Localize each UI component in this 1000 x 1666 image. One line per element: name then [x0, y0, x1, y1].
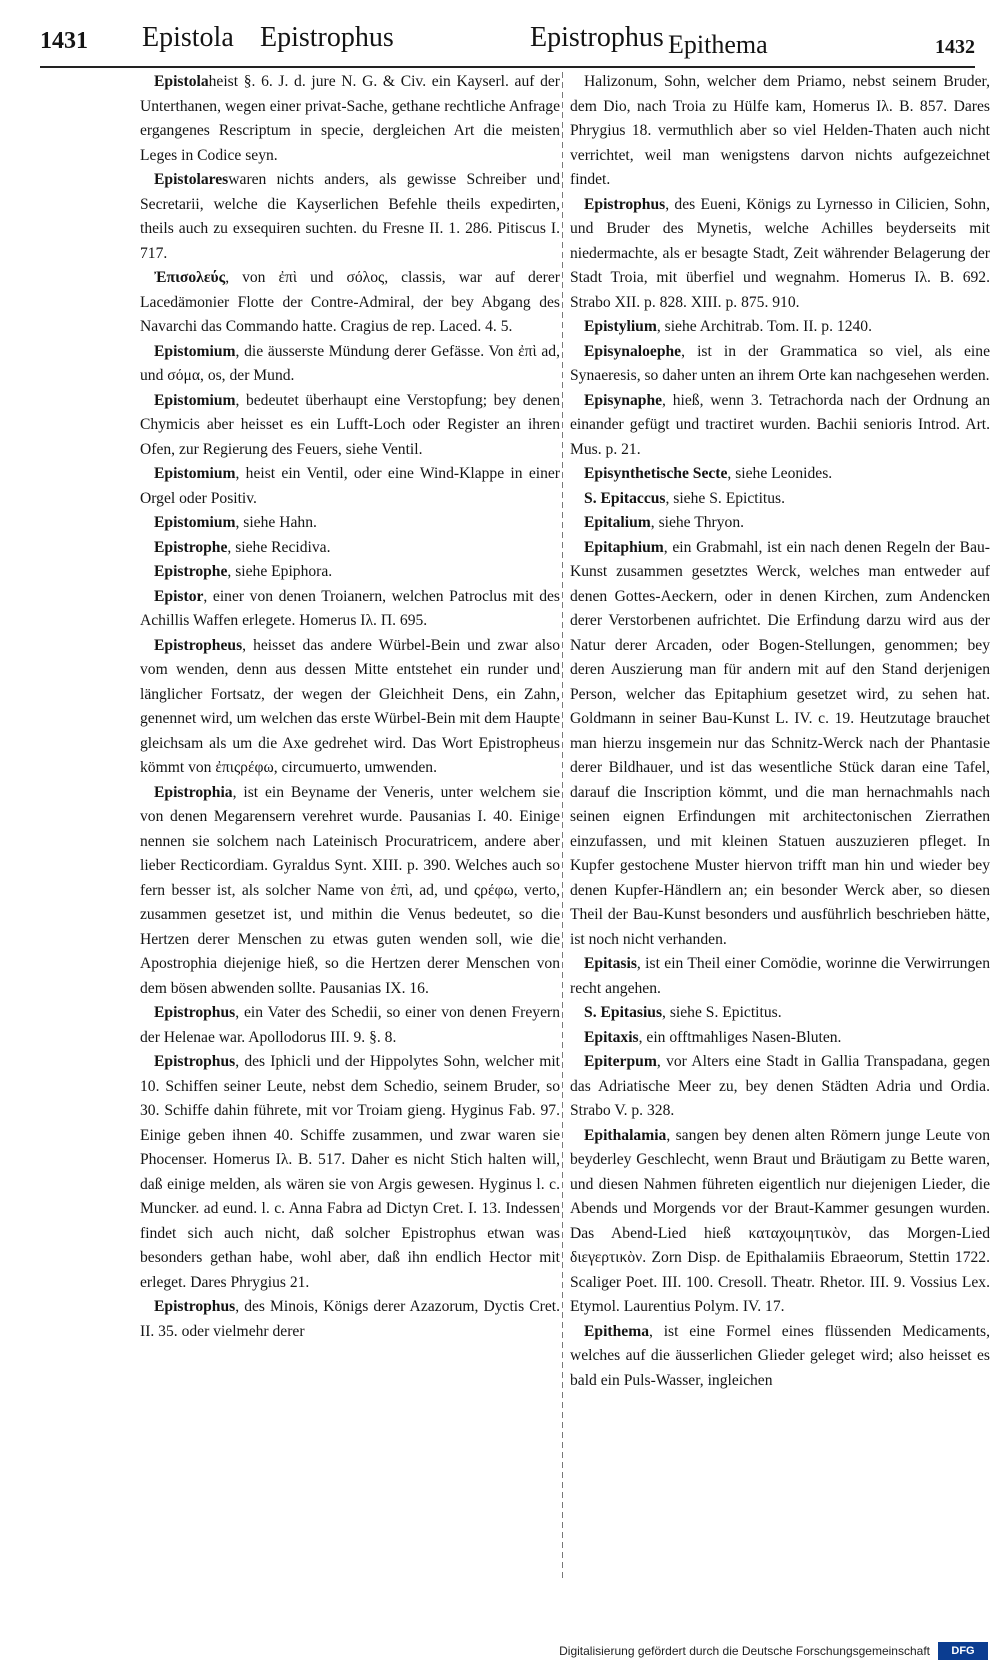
right-catchword-first: Epistrophus: [530, 22, 664, 53]
entry-text: , vor Alters eine Stadt in Gallia Transpadana, gegen das Adriatische Meer zu, bey denen Städten Adria und Ordia. Strabo V. p. 328.: [570, 1053, 990, 1119]
footer: [0, 1640, 1000, 1666]
entry-headword: Epistrophe: [154, 538, 228, 556]
entry-headword: Epistropheus: [154, 636, 243, 654]
entry-text: , einer von denen Troianern, welchen Patroclus mit des Achillis Waffen erlegete. Homerus Iλ. Π. 695.: [140, 587, 560, 629]
entry-text: , ein Grabmahl, ist ein nach denen Regeln der Bau-Kunst zusammen gesetztes Werck, welches man entweder auf denen Gottes-Aeckern, oder in denen Kirchen, zum Andencken derer Verstorbenen aufrichtet. Die Erfindung darzu wird aus der Natur derer Arcaden, oder Bogen-Stellungen, genommen; bey deren Auszierung man für andern mit auf den Stand derjenigen Person, welcher das Epitaphium gesetzet wird, zu sehen hat. Goldmann in seiner Bau-Kunst L. IV. c. 19. Heutzutage brauchet man hierzu insgemein nur das Schnitz-Werck nach der Phantasie derer Bildhauer, und ist das wesentliche Stück daran eine Tafel, darauf die Inscription kömmt, und die man hernachmahls nach seinen eignen Erfindungen mit architectonischen Zierrathen einzufassen, und mit kleinen Statuen auszuzieren pfleget. In Kupfer gestochene Muster hiervon trifft man hin und wieder bey denen Kupfer-Händlern an; ein besonder Werck aber, so diesen Theil der Bau-Kunst besonders und ausführlich beschrieben hätte, ist noch nicht verhanden.: [570, 538, 990, 948]
header-rule: [40, 66, 975, 68]
dictionary-entry: [570, 462, 990, 487]
right-page-number: 1432: [935, 36, 975, 58]
entry-headword: Epitaxis: [584, 1028, 639, 1046]
entry-text: , ist ein Beyname der Veneris, unter welchem sie von denen Megarensern verehret wurde. Pausanias I. 40. Einige nennen sie solchem nach Lateinisch Procuratricem, andere aber lieber Recticordiam. Gyraldus Synt. XIII. p. 390. Welches auch so fern besser ist, als solcher Name von ἐπὶ, ad, und ςρέφω, verto, zusammen gesetzet ist, und mithin die Venus bedeutet, so die Hertzen derer Menschen zu etwas guten wenden soll, wie die Apostrophia diejenige hieß, so die Hertzen derer Menschen von dem bösen abwenden sollte. Pausanias IX. 16.: [140, 783, 560, 997]
entry-text: , heist ein Ventil, oder eine Wind-Klappe in einer Orgel oder Positiv.: [140, 465, 560, 507]
entry-headword: Epistomium: [154, 465, 236, 482]
entry-headword: Episynaphe: [584, 391, 663, 409]
dictionary-entry: [570, 487, 990, 512]
entry-headword: Epistrophus: [154, 1298, 236, 1315]
dictionary-entry: [570, 1050, 990, 1124]
dictionary-entry: [570, 1026, 990, 1051]
running-header: [40, 22, 975, 66]
dfg-logo: DFG: [938, 1642, 988, 1660]
dictionary-entry: [140, 340, 560, 389]
dictionary-entry: [140, 70, 560, 168]
left-catchword-first: Epistola: [142, 22, 234, 53]
entry-text: , siehe S. Epictitus.: [662, 1004, 782, 1021]
entry-headword: Episynaloephe: [584, 342, 682, 360]
entry-text: , die äusserste Mündung derer Gefässe. Von ἐπὶ ad, und σόμα, os, der Mund.: [140, 342, 560, 384]
entry-text: , ein offtmahliges Nasen-Bluten.: [638, 1028, 842, 1046]
entry-headword: S. Epitasius: [584, 1004, 663, 1021]
entry-text: , siehe Leonides.: [727, 465, 833, 482]
entry-headword: Epistomium: [154, 514, 236, 531]
dictionary-entry: [570, 70, 990, 193]
dictionary-entry: [140, 266, 560, 340]
dictionary-entry: [140, 389, 560, 463]
entry-headword: Epistola: [154, 73, 209, 90]
entry-headword: Epistomium: [154, 342, 236, 360]
entry-headword: Epistrophus: [154, 1053, 236, 1070]
dictionary-entry: [140, 168, 560, 266]
dictionary-entry: [140, 1001, 560, 1050]
entry-text: , ist ein Theil einer Comödie, worinne die Verwirrungen recht angehen.: [570, 955, 990, 997]
entry-headword: Epitasis: [584, 955, 637, 972]
dictionary-entry: [140, 1050, 560, 1295]
entry-headword: Epithalamia: [584, 1126, 667, 1144]
dictionary-entry: [570, 1124, 990, 1320]
dictionary-entry: [140, 462, 560, 511]
entry-headword: S. Epitaccus: [584, 489, 666, 507]
entry-text: , bedeutet überhaupt eine Verstopfung; bey denen Chymicis aber heisset es ein Lufft-Loch oder Register an ihren Ofen, zur Regierung des Feuers, siehe Ventil.: [140, 391, 560, 458]
entry-headword: Ἐπισολεύς: [154, 269, 226, 286]
entry-text: , von ἐπὶ und σόλος, classis, war auf derer Lacedämonier Flotte der Contre-Admiral, der bey Abgang des Navarchi das Commando hatte. Cragius de rep. Laced. 4. 5.: [140, 269, 560, 335]
entry-text: , siehe Hahn.: [235, 514, 317, 531]
entry-text: , des Iphicli und der Hippolytes Sohn, welcher mit 10. Schiffen seiner Leute, nebst dem Schedio, seinem Bruder, so 30. Schiffe dahin führete, mit vor Troiam gieng. Hyginus Fab. 97. Einige geben ihnen 40. Schiffe zusammen, und zwar waren sie Phocenser. Homerus Iλ. B. 517. Daher es nicht Stich halten will, daß einige melden, als wären sie von Argis gewesen. Hyginus l. c. Muncker. ad eund. l. c. Anna Fabra ad Dictyn Cret. I. 13. Indessen findet sich auch nicht, daß solcher Epistrophus etwan was besonders gethan habe, wohl aber, daß ihn endlich Hector mit erleget. Dares Phrygius 21.: [140, 1053, 560, 1291]
dictionary-entry: [140, 634, 560, 781]
left-catchword-last: Epistrophus: [260, 22, 394, 53]
entry-text: , des Eueni, Königs zu Lyrnesso in Cilicien, Sohn, und Bruder des Mynetis, welche Achilles beyderseits mit niedermachte, als er besagte Stadt, Zeit währender Belagerung der Stadt Troia, mit überfiel und wegnahm. Homerus Iλ. B. 692. Strabo XII. p. 828. XIII. p. 875. 910.: [570, 195, 990, 311]
entry-text: , ist eine Formel eines flüssenden Medicaments, welches auf die äusserlichen Glieder geleget wird; also heisset es bald ein Puls-Wasser, ingleichen: [570, 1322, 990, 1389]
entry-headword: Epiterpum: [584, 1053, 657, 1070]
entry-text: , hieß, wenn 3. Tetrachorda nach der Ordnung an einander gefügt und tractiret wurden. Bachii senioris Introd. Art. Mus. p. 21.: [570, 391, 990, 458]
dictionary-entry: [140, 560, 560, 585]
entry-text: , sangen bey denen alten Römern junge Leute von beyderley Geschlecht, wenn Braut und Bräutigam zu Bette waren, und diesen Nahmen führeten eigentlich nur diejenigen Lieder, die Abends und Morgends vor der Braut-Kammer gesungen wurden. Das Abend-Lied hieß καταχοιμητικὸν, das Morgen-Lied διεγερτικὸν. Zorn Disp. de Epithalamiis Ebraeorum, Stettin 1722. Scaliger Poet. III. 100. Cresoll. Theatr. Rhetor. III. 9. Vossius Lex. Etymol. Laurentius Polym. IV. 17.: [570, 1126, 990, 1315]
entry-headword: Epistrophus: [584, 195, 666, 213]
entry-text: , siehe S. Epictitus.: [665, 489, 786, 507]
dictionary-entry: [570, 1001, 990, 1026]
entry-text: , siehe Epiphora.: [227, 563, 333, 580]
dictionary-entry: [140, 511, 560, 536]
entry-text: heist §. 6. J. d. jure N. G. & Civ. ein Kayserl. auf der Unterthanen, wegen einer privat-Sache, gethane rechtliche Anfrage ergangenes Rescriptum in specie, dergleichen Art die meisten Leges in Codice seyn.: [140, 73, 560, 164]
entry-text: , ein Vater des Schedii, so einer von denen Freyern der Helenae war. Apollodorus III. 9. §. 8.: [140, 1004, 560, 1046]
dictionary-entry: [570, 389, 990, 463]
entry-text: waren nichts anders, als gewisse Schreiber und Secretarii, welche die Kayserlichen Befehle theils expedirten, theils auch zu exsequiren suchten. du Fresne II. 1. 286. Pitiscus I. 717.: [140, 171, 560, 262]
entry-headword: Epistomium: [154, 391, 236, 409]
digitization-credit: Digitalisierung gefördert durch die Deutsche Forschungsgemeinschaft: [559, 1644, 930, 1658]
dictionary-entry: [140, 1295, 560, 1344]
entry-headword: Epithema: [584, 1322, 650, 1340]
entry-text: , siehe Thryon.: [650, 514, 745, 531]
entry-headword: Epitaphium: [584, 538, 664, 556]
entry-text: , des Minois, Königs derer Azazorum, Dyctis Cret. II. 35. oder vielmehr derer: [140, 1298, 560, 1340]
entry-headword: Epistrophe: [154, 563, 228, 580]
entry-headword: Epistor: [154, 587, 204, 605]
left-page-number: 1431: [40, 28, 88, 54]
dictionary-entry: [570, 952, 990, 1001]
dictionary-entry: [570, 1320, 990, 1394]
dictionary-entry: [570, 511, 990, 536]
entry-headword: Episynthetische Secte: [584, 465, 728, 482]
entry-headword: Epitalium: [584, 514, 651, 531]
dictionary-entry: [140, 536, 560, 561]
entry-text: , siehe Recidiva.: [227, 538, 331, 556]
right-column: [570, 70, 990, 1590]
dictionary-entry: [570, 193, 990, 316]
dictionary-entry: [140, 781, 560, 1002]
entry-text: , heisset das andere Würbel-Bein und zwar also vom wenden, denn aus dessen Mitte entstehet ein runder und länglicher Fortsatz, der wegen der Gleichheit Dens, ein Zahn, genennet wird, um welchen das erste Würbel-Bein mit dem Haupte gleichsam als um die Axe gedrehet wird. Das Wort Epistropheus kömmt von ἐπιςρέφω, circumuerto, umwenden.: [140, 636, 560, 776]
column-divider: [562, 72, 563, 1582]
entry-headword: Epistrophus: [154, 1004, 236, 1021]
left-column: [140, 70, 560, 1590]
entry-headword: Epistylium: [584, 318, 657, 335]
entry-text: , siehe Architrab. Tom. II. p. 1240.: [656, 318, 872, 335]
entry-text: Halizonum, Sohn, welcher dem Priamo, nebst seinem Bruder, dem Dio, nach Troia zu Hülfe kam, Homerus Iλ. B. 857. Dares Phrygius 18. vermuthlich aber so viel Helden-Thaten auch nicht verrichtet, weil man wenigstens darvon nichts aufgezeichnet findet.: [570, 73, 990, 188]
entry-text: , ist in der Grammatica so viel, als eine Synaeresis, so daher unten an ihrem Orte kan nachgesehen werden.: [570, 342, 990, 384]
entry-headword: Epistolares: [154, 171, 229, 188]
entry-headword: Epistrophia: [154, 783, 233, 801]
dictionary-entry: [570, 536, 990, 953]
right-catchword-last: Epithema: [668, 30, 768, 59]
dictionary-entry: [570, 340, 990, 389]
dictionary-entry: [140, 585, 560, 634]
dictionary-entry: [570, 315, 990, 340]
